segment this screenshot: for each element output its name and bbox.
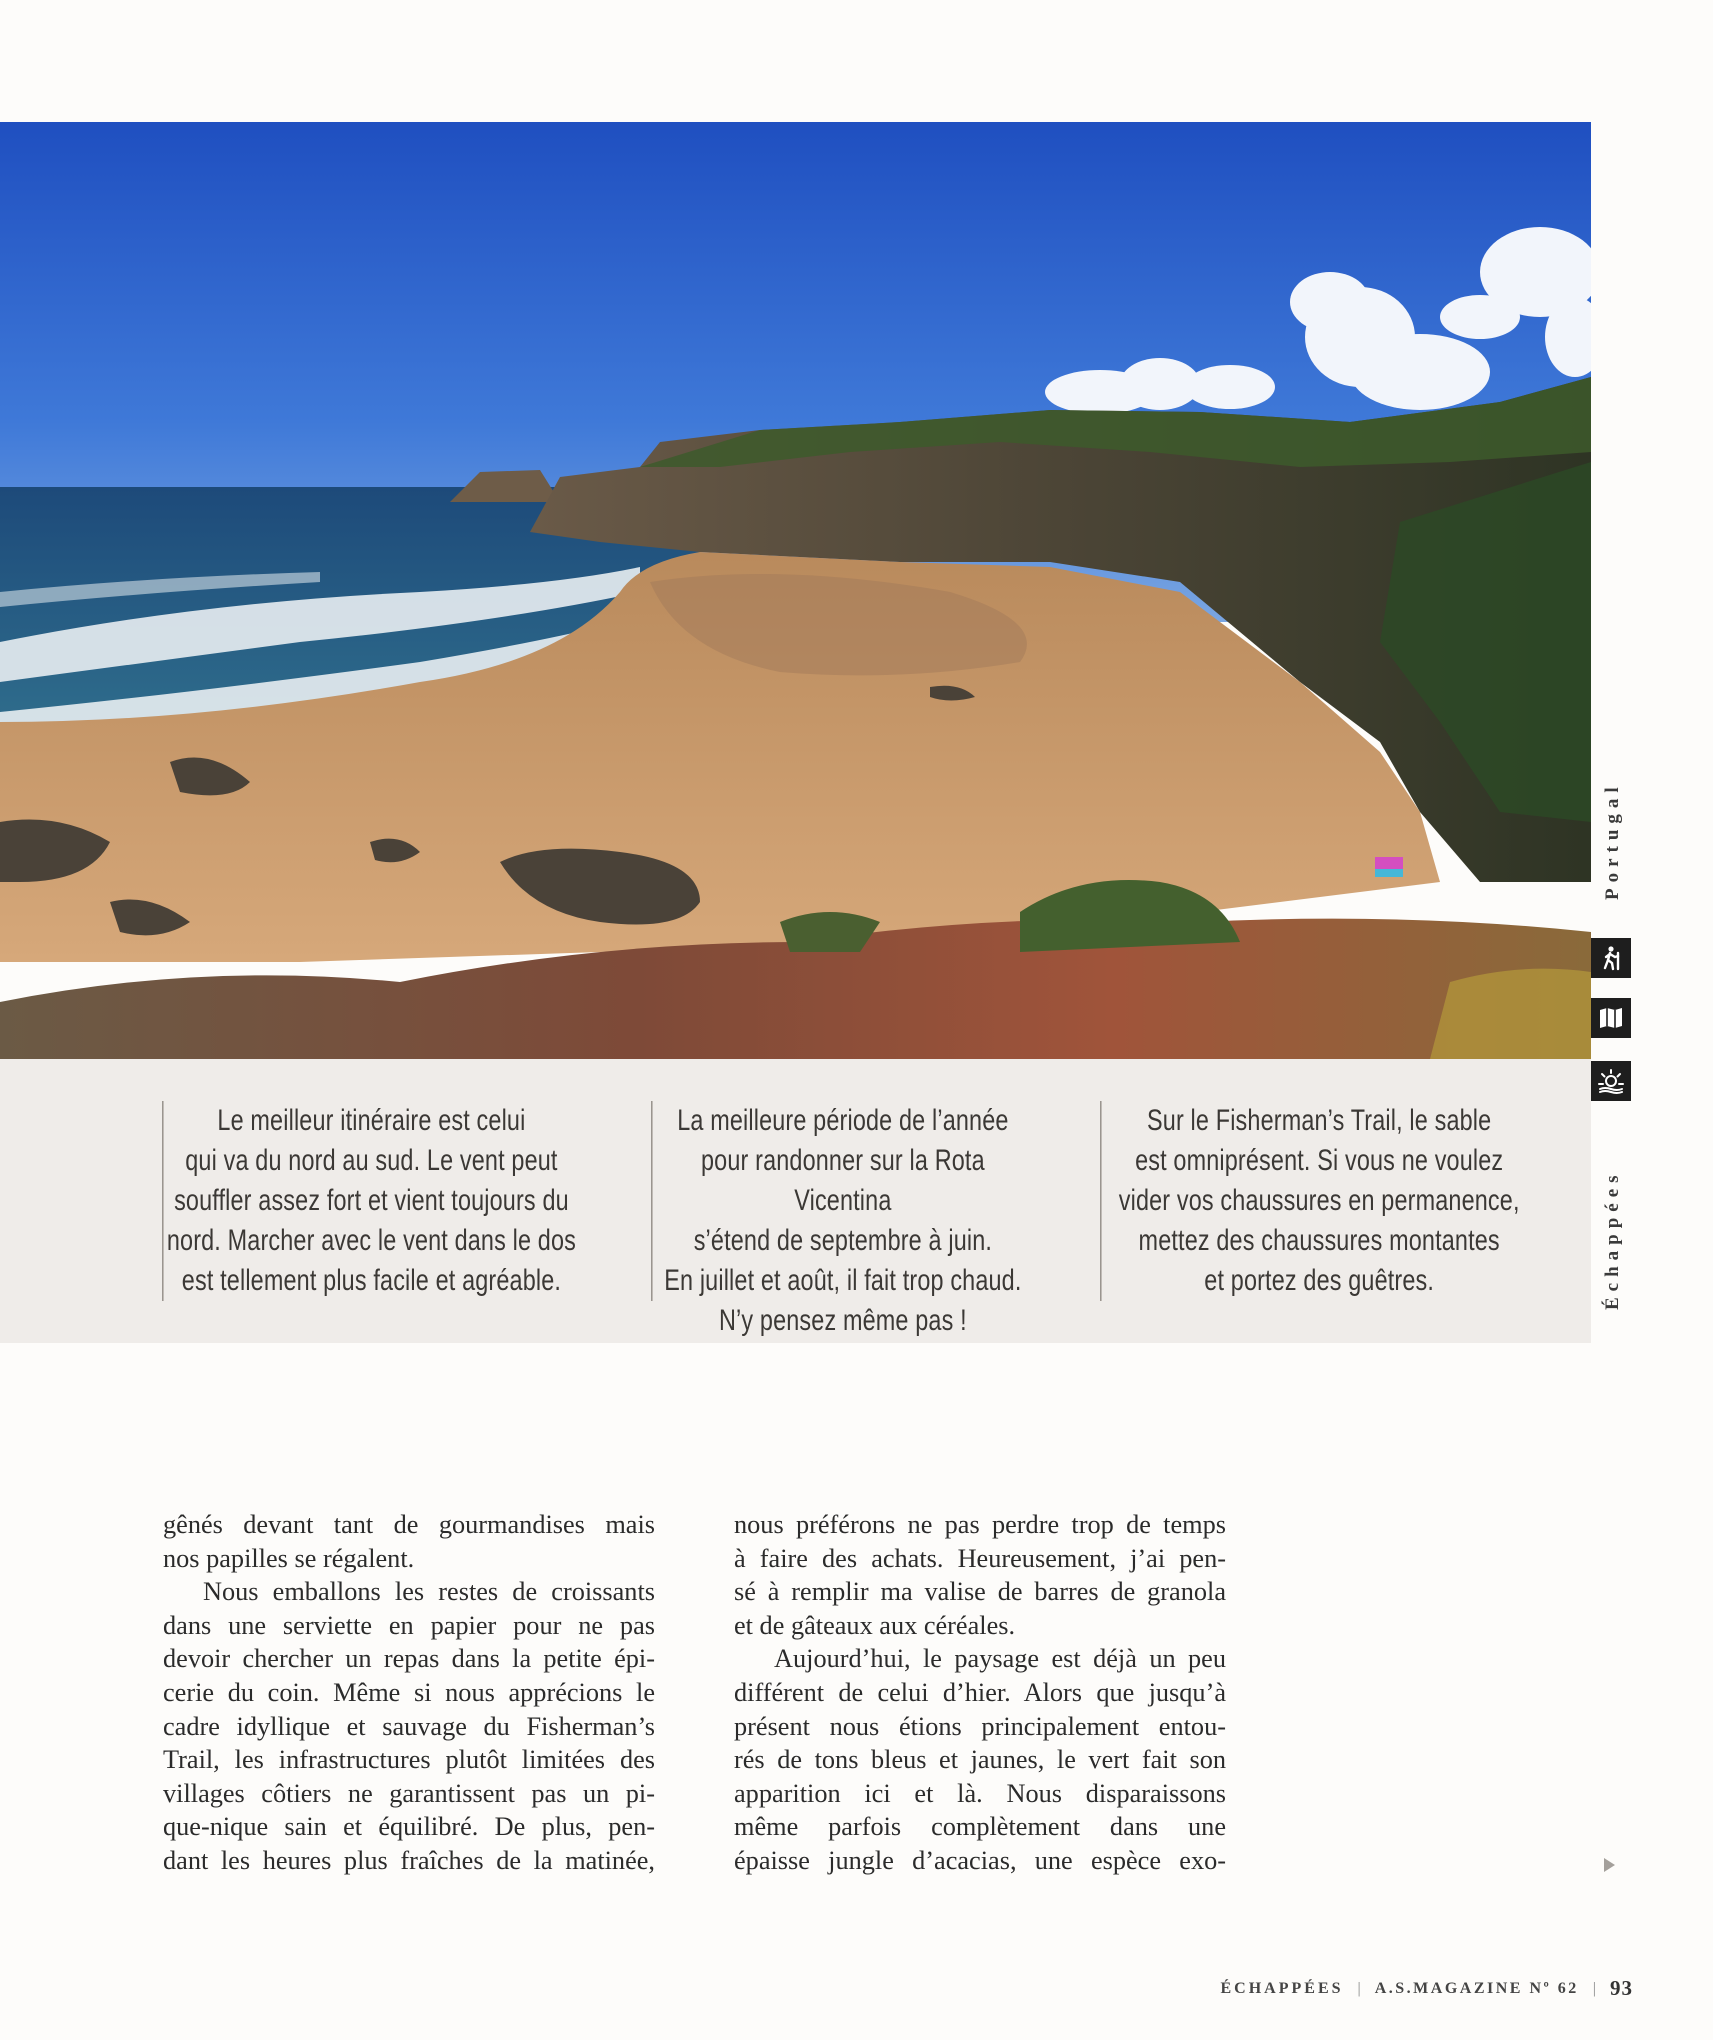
body-line: cerie du coin. Même si nous apprécions le bbox=[163, 1677, 655, 1707]
hiker-icon bbox=[1591, 938, 1631, 978]
body-line: rés de tons bleus et jaunes, le vert fait son bbox=[734, 1745, 1226, 1775]
map-icon bbox=[1591, 998, 1631, 1038]
body-line: nous préférons ne pas perdre trop de temps bbox=[734, 1510, 1226, 1539]
body-line: Trail, les infrastructures plutôt limitées des bbox=[163, 1745, 655, 1775]
body-line: cadre idyllique et sauvage du Fisherman’s bbox=[163, 1711, 655, 1741]
body-line: dant les heures plus fraîches de la matinée, bbox=[163, 1845, 655, 1875]
body-line: Nous emballons les restes de croissants bbox=[203, 1577, 655, 1607]
body-line: nos papilles se régalent. bbox=[163, 1543, 415, 1573]
body-column-2 bbox=[734, 1508, 1226, 1878]
sunset-icon bbox=[1591, 1061, 1631, 1101]
body-line: apparition ici et là. Nous disparaissons bbox=[734, 1778, 1226, 1808]
continue-arrow-icon bbox=[1604, 1858, 1615, 1872]
body-line: devoir chercher un repas dans la petite épi- bbox=[163, 1644, 655, 1674]
tips-band bbox=[0, 1059, 1591, 1343]
tip-season: La meilleure période de l’année pour randonner sur la Rota Vicentina s’étend de septembre à juin. En juillet et août, il fait trop chaud. N’y pensez même pas ! bbox=[651, 1101, 1033, 1301]
body-line: même parfois complètement dans une bbox=[734, 1812, 1226, 1842]
body-line: gênés devant tant de gourmandises mais bbox=[163, 1510, 655, 1539]
footer-section: ÉCHAPPÉES bbox=[1220, 1979, 1344, 1997]
body-line: sé à remplir ma valise de barres de granola bbox=[734, 1577, 1226, 1607]
page-number: 93 bbox=[1610, 1976, 1633, 2000]
body-line: épaisse jungle d’acacias, une espèce exo- bbox=[734, 1845, 1226, 1875]
tip-route: Le meilleur itinéraire est celui qui va du nord au sud. Le vent peut souffler assez fort et vient toujours du nord. Marcher avec le vent dans le dos est tellement plus facile et agréable. bbox=[162, 1101, 579, 1301]
body-line: à faire des achats. Heureusement, j’ai pen- bbox=[734, 1543, 1226, 1573]
body-line: et de gâteaux aux céréales. bbox=[734, 1610, 1016, 1640]
footer-separator: | bbox=[1592, 1979, 1596, 1997]
body-line: différent de celui d’hier. Alors que jusqu’à bbox=[734, 1677, 1226, 1707]
body-column-1 bbox=[163, 1508, 655, 1878]
page-footer bbox=[1221, 1976, 1634, 2001]
body-line: dans une serviette en papier pour ne pas bbox=[163, 1610, 655, 1640]
body-line: que-nique sain et équilibré. De plus, pen- bbox=[163, 1812, 655, 1842]
side-country-label: Portugal bbox=[1602, 781, 1623, 900]
footer-magazine: A.S.MAGAZINE Nº 62 bbox=[1374, 1979, 1579, 1997]
body-line: Aujourd’hui, le paysage est déjà un peu bbox=[774, 1644, 1226, 1674]
tip-gear: Sur le Fisherman’s Trail, le sable est omniprésent. Si vous ne voulez vider vos chaussures en permanence, mettez des chaussures montantes et portez des guêtres. bbox=[1100, 1101, 1537, 1301]
side-section-label: Échappées bbox=[1602, 1169, 1623, 1310]
body-line: villages côtiers ne garantissent pas un pi- bbox=[163, 1778, 655, 1808]
footer-separator: | bbox=[1357, 1979, 1361, 1997]
body-line: présent nous étions principalement entou- bbox=[734, 1711, 1226, 1741]
beach-cliffs-photo bbox=[0, 122, 1591, 1059]
